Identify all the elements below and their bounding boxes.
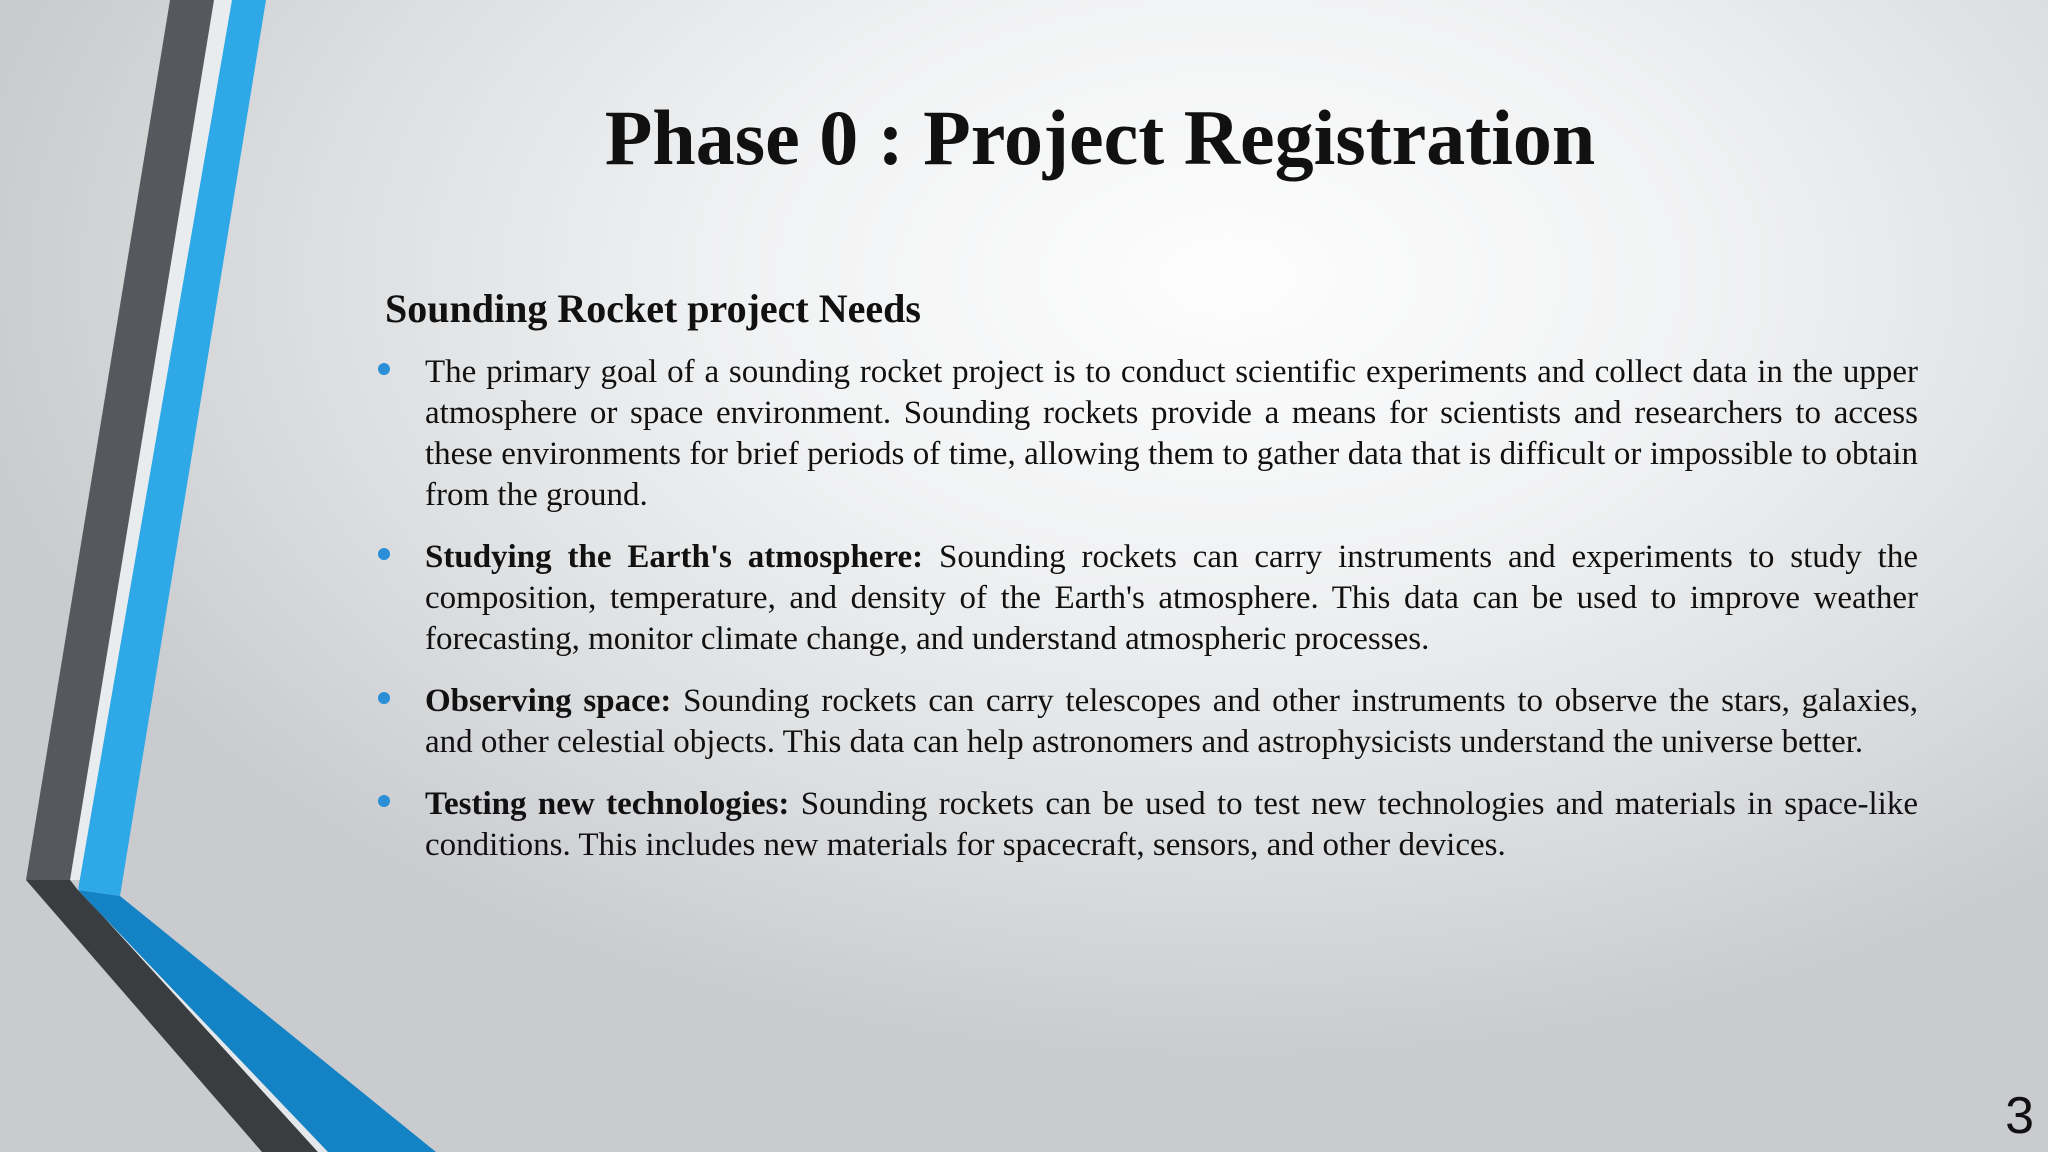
slide-title: Phase 0 : Project Registration (604, 94, 1596, 181)
bullet-item (372, 537, 1918, 660)
bullet-dot-icon (378, 363, 390, 375)
bullet-dot-icon (378, 548, 390, 560)
bullet-list (372, 352, 1918, 887)
bullet-text: The primary goal of a sounding rocket project is to conduct scientific experiments and collect data in the upper atmosphere or space environment. Sounding rockets provide a means for scientists and researchers to access these environments for brief periods of time, allowing them to gather data that is difficult or impossible to obtain from the ground. (425, 354, 1918, 513)
bullet-dot-icon (378, 692, 390, 704)
bullet-item (372, 352, 1918, 516)
bullet-dot-icon (378, 795, 390, 807)
bullet-lead: Studying the Earth's atmosphere: (425, 539, 924, 575)
dark-lower-stripe (26, 880, 318, 1152)
bullet-text: Sounding rockets can carry instruments and experiments to study the composition, temperature, and density of the Earth's atmosphere. This data can be used to improve weather forecasting, monitor climate change, and understand atmospheric processes. (425, 539, 1919, 657)
bullet-text: Sounding rockets can be used to test new technologies and materials in space-like conditions. This includes new materials for spacecraft, sensors, and other devices. (425, 786, 1918, 863)
bullet-lead: Testing new technologies: (425, 786, 790, 822)
bullet-item (372, 681, 1918, 763)
bullet-item (372, 784, 1918, 866)
page-number: 3 (2005, 1087, 2034, 1145)
bullet-lead: Observing space: (425, 683, 672, 719)
section-heading: Sounding Rocket project Needs (385, 286, 921, 331)
bullet-text: Sounding rockets can carry telescopes and other instruments to observe the stars, galaxies, and other celestial objects. This data can help astronomers and astrophysicists understand the universe better. (425, 683, 1918, 760)
